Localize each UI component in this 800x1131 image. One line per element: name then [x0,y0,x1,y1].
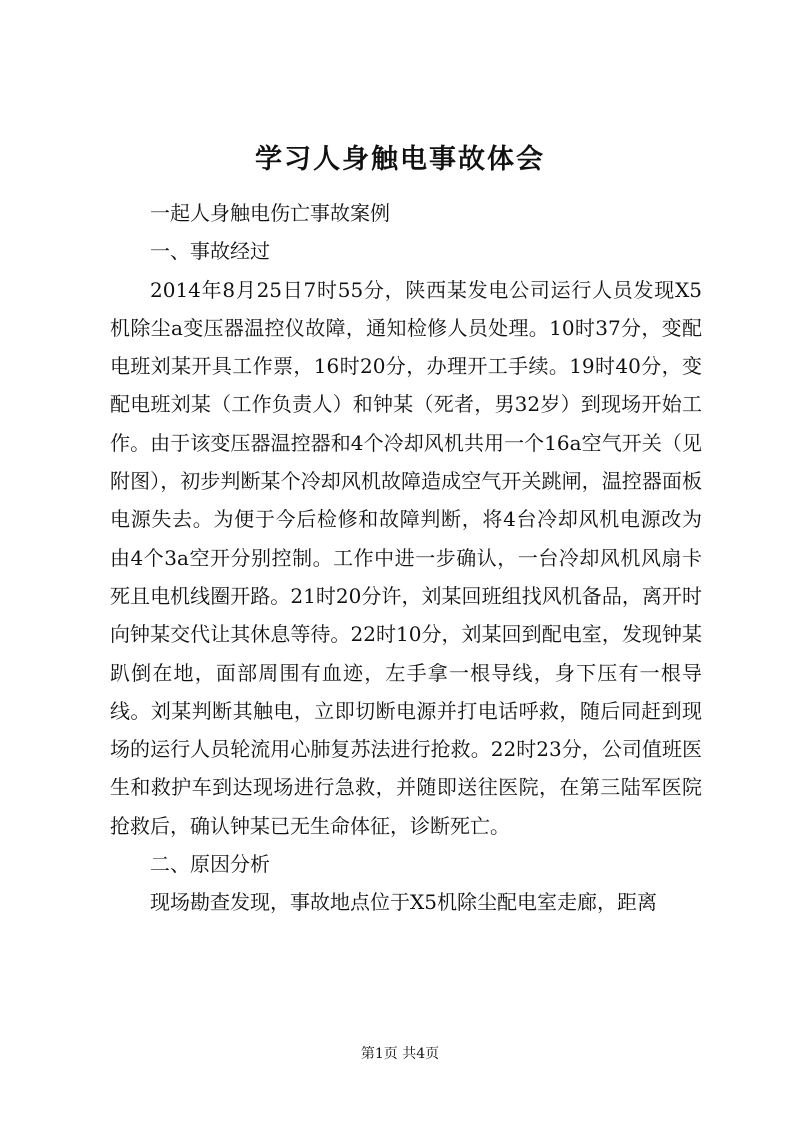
section-heading-accident: 一、事故经过 [150,239,270,264]
document-title: 学习人身触电事故体会 [255,144,545,175]
accident-description-paragraph: 2014年8月25日7时55分，陕西某发电公司运行人员发现X5机除尘a变压器温控仪故障，通知检修人员处理。10时37分，变配电班刘某开具工作票，16时20分，办理开工手续。19时40分，变配电班刘某（工作负责人）和钟某（死者，男32岁）到现场开始工作。由于该变压器温控器和4个冷却风机共用一个16a空气开关（见附图），初步判断某个冷却风机故障造成空气开关跳闸，温控器面板电源失去。为便于今后检修和故障判断，将4台冷却风机电源改为由4个3a空开分别控制。工作中进一步确认，一台冷却风机风扇卡死且电机线圈开路。21时20分许，刘某回班组找风机备品，离开时向钟某交代让其休息等待。22时10分，刘某回到配电室，发现钟某趴倒在地，面部周围有血迹，左手拿一根导线，身下压有一根导线。刘某判断其触电，立即切断电源并打电话呼救，随后同赶到现场的运行人员轮流用心肺复苏法进行抢救。22时23分，公司值班医生和救护车到达现场进行急救，并随即送往医院，在第三陆军医院抢救后，确认钟某已无生命体征，诊断死亡。 [110,277,702,838]
cause-analysis-paragraph: 现场勘查发现，事故地点位于X5机除尘配电室走廊，距离 [150,890,657,915]
page-footer: 第1页 共4页 [360,1046,440,1062]
section-heading-cause: 二、原因分析 [150,852,270,877]
document-body [110,194,702,922]
case-heading: 一起人身触电伤亡事故案例 [150,201,390,225]
